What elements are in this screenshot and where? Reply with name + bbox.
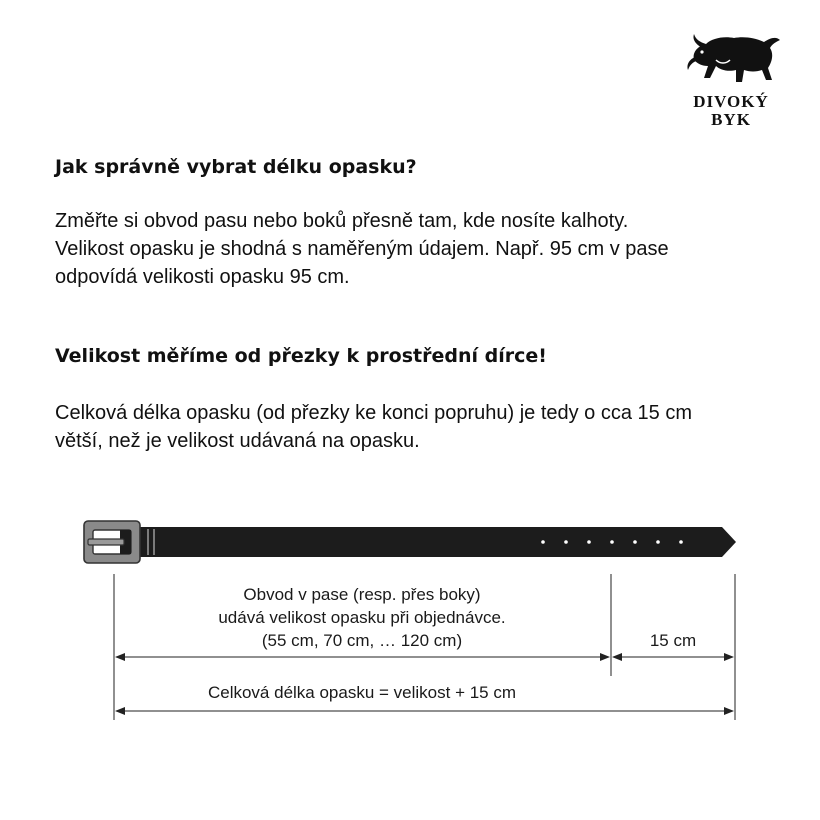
- size-label-line: (55 cm, 70 cm, … 120 cm): [261, 631, 463, 650]
- paragraph-line: odpovídá velikosti opasku 95 cm.: [55, 266, 350, 288]
- extra-length-label: 15 cm: [649, 631, 697, 650]
- belt-hole: [587, 540, 591, 544]
- logo-line-1: DIVOKÝ: [693, 92, 769, 111]
- belt-hole: [541, 540, 545, 544]
- heading-belt-length: Jak správně vybrat délku opasku?: [55, 156, 417, 178]
- logo-line-2: BYK: [711, 110, 751, 129]
- belt-hole: [679, 540, 683, 544]
- paragraph-line: Velikost opasku je shodná s naměřeným údajem. Např. 95 cm v pase: [55, 238, 669, 260]
- belt-buckle: [84, 521, 140, 563]
- paragraph-total-length: [55, 399, 692, 455]
- paragraph-line: Změřte si obvod pasu nebo boků přesně tam, kde nosíte kalhoty.: [55, 210, 629, 232]
- paragraph-line: větší, než je velikost udávaná na opasku.: [55, 430, 420, 452]
- paragraph-measure-instructions: [55, 207, 669, 291]
- belt-strap: [118, 527, 736, 557]
- paragraph-line: Celková délka opasku (od přezky ke konci popruhu) je tedy o cca 15 cm: [55, 402, 693, 424]
- size-label-line: udává velikost opasku při objednávce.: [218, 608, 506, 627]
- brand-logo: [672, 30, 790, 140]
- size-label: [180, 583, 544, 652]
- belt-hole: [633, 540, 637, 544]
- belt-hole: [610, 540, 614, 544]
- belt-hole: [656, 540, 660, 544]
- size-label-line: Obvod v pase (resp. přes boky): [243, 585, 481, 604]
- total-length-label: Celková délka opasku = velikost + 15 cm: [207, 683, 517, 702]
- belt-hole: [564, 540, 568, 544]
- heading-measure-from-buckle: Velikost měříme od přezky k prostřední dírce!: [55, 345, 547, 367]
- bull-icon: [672, 30, 790, 90]
